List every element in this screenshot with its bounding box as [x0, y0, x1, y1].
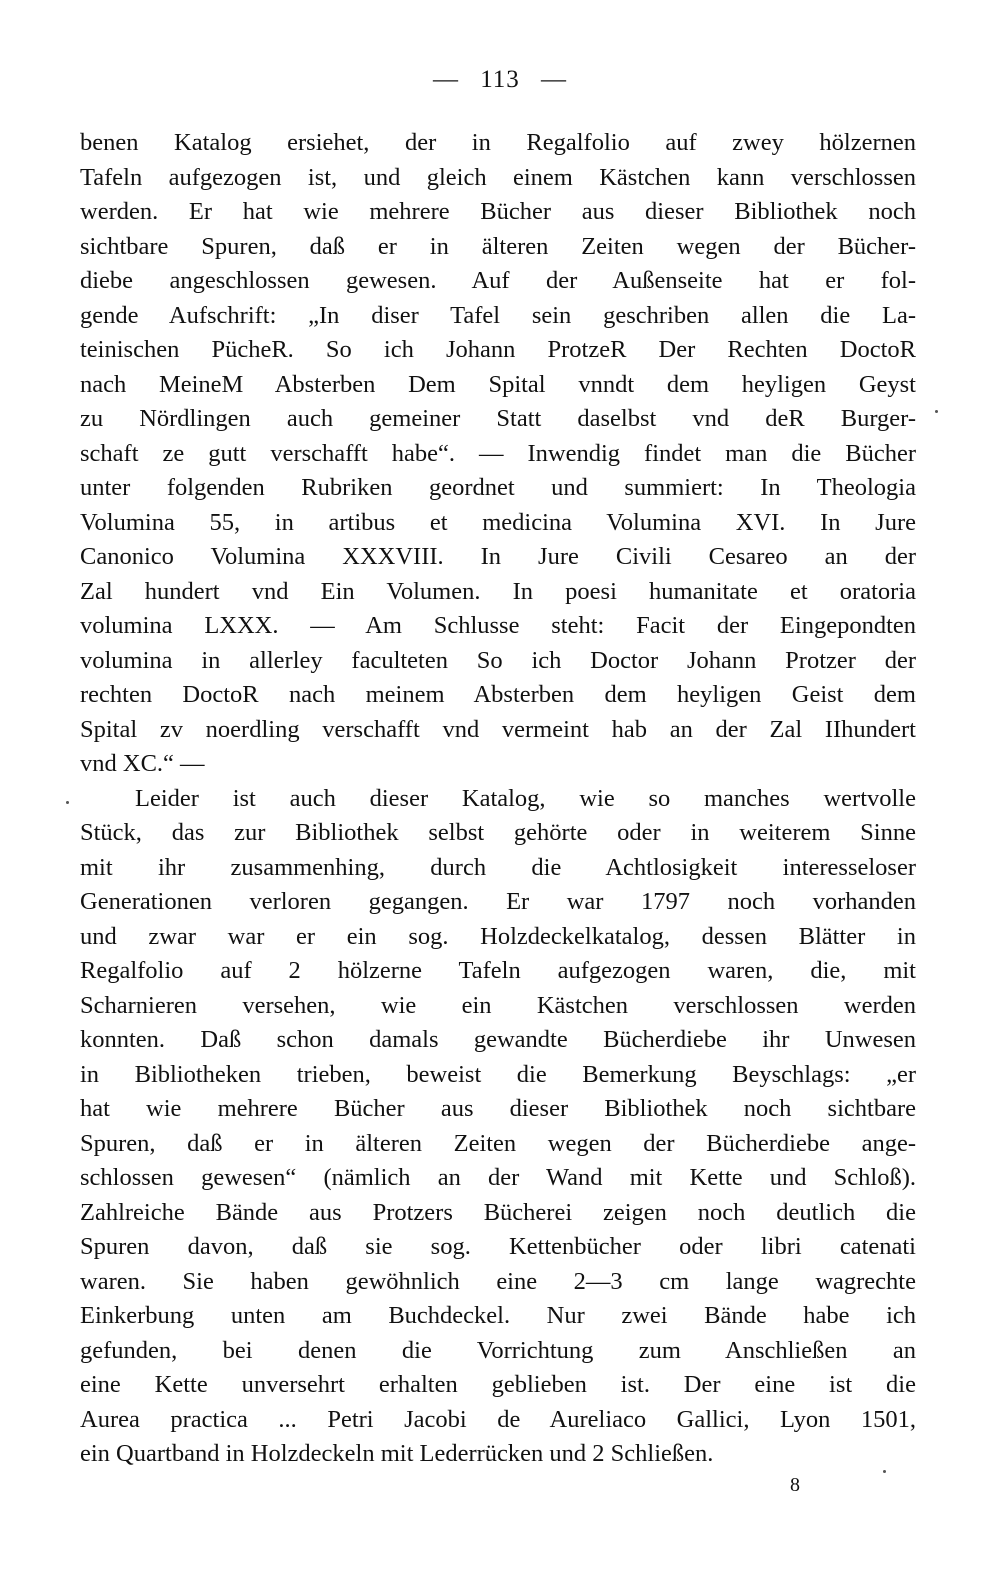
page-header — [0, 66, 1000, 94]
text-line: Tafeln aufgezogen ist, und gleich einem Kästchen kann verschlossen — [80, 163, 916, 191]
text-line: schlossen gewesen“ (nämlich an der Wand mit Kette und Schloß). — [80, 1164, 916, 1191]
header-dash-left: — — [432, 66, 459, 93]
text-line: Generationen verloren gegangen. Er war 1797 noch vorhanden — [80, 888, 916, 915]
text-line: Einkerbung unten am Buchdeckel. Nur zwei Bände habe ich — [80, 1302, 916, 1329]
body-text — [80, 126, 916, 1472]
text-line: Spuren, daß er in älteren Zeiten wegen der Bücherdiebe ange- — [80, 1129, 916, 1157]
text-line: Stück, das zur Bibliothek selbst gehörte oder in weiterem Sinne — [80, 819, 916, 846]
text-line: gefunden, bei denen die Vorrichtung zum Anschließen an — [80, 1336, 916, 1364]
text-line: vnd XC.“ — — [80, 750, 205, 777]
signature-mark: 8 — [790, 1474, 800, 1496]
text-line: gende Aufschrift: „In diser Tafel sein geschriben allen die La- — [80, 301, 916, 329]
text-line: eine Kette unversehrt erhalten geblieben ist. Der eine ist die — [80, 1371, 916, 1398]
text-line: schaft ze gutt verschafft habe“. — Inwendig findet man die Bücher — [80, 439, 916, 467]
text-line: Spital zv noerdling verschafft vnd vermeint hab an der Zal IIhundert — [80, 715, 916, 743]
text-line: unter folgenden Rubriken geordnet und summiert: In Theologia — [80, 474, 916, 501]
text-line: benen Katalog ersiehet, der in Regalfolio auf zwey hölzernen — [80, 129, 916, 156]
text-line: konnten. Daß schon damals gewandte Bücherdiebe ihr Unwesen — [80, 1026, 916, 1053]
text-line: nach MeineM Absterben Dem Spital vnndt dem heyligen Geyst — [80, 370, 916, 398]
text-line: Leider ist auch dieser Katalog, wie so manches wertvolle — [135, 784, 916, 812]
paragraph-2 — [80, 782, 916, 1472]
margin-dot — [66, 801, 69, 804]
text-line: volumina LXXX. — Am Schlusse steht: Facit der Eingepondten — [80, 612, 916, 639]
text-line: zu Nördlingen auch gemeiner Statt daselbst vnd deR Burger- — [80, 405, 916, 432]
margin-dot — [935, 410, 938, 413]
paragraph-1 — [80, 126, 916, 782]
margin-dot — [883, 1470, 886, 1473]
text-line: ein Quartband in Holzdeckeln mit Lederrücken und 2 Schließen. — [80, 1440, 714, 1467]
text-line: und zwar war er ein sog. Holzdeckelkatalog, dessen Blätter in — [80, 922, 916, 950]
text-line: volumina in allerley faculteten So ich Doctor Johann Protzer der — [80, 646, 916, 674]
text-line: Volumina 55, in artibus et medicina Volumina XVI. In Jure — [80, 508, 916, 536]
text-line: teinischen PücheR. So ich Johann ProtzeR Der Rechten DoctoR — [80, 336, 916, 363]
text-line: Scharnieren versehen, wie ein Kästchen verschlossen werden — [80, 991, 916, 1019]
text-line: waren. Sie haben gewöhnlich eine 2—3 cm lange wagrechte — [80, 1267, 916, 1295]
text-line: hat wie mehrere Bücher aus dieser Bibliothek noch sichtbare — [80, 1095, 916, 1122]
text-line: Regalfolio auf 2 hölzerne Tafeln aufgezogen waren, die, mit — [80, 957, 916, 984]
text-line: diebe angeschlossen gewesen. Auf der Außenseite hat er fol- — [80, 267, 916, 294]
text-line: Aurea practica ... Petri Jacobi de Aureliaco Gallici, Lyon 1501, — [80, 1405, 916, 1433]
text-line: Spuren davon, daß sie sog. Kettenbücher oder libri catenati — [80, 1233, 916, 1260]
text-line: mit ihr zusammenhing, durch die Achtlosigkeit interesseloser — [80, 853, 916, 881]
text-line: Zal hundert vnd Ein Volumen. In poesi humanitate et oratoria — [80, 577, 916, 605]
text-line: in Bibliotheken trieben, beweist die Bemerkung Beyschlags: „er — [80, 1060, 916, 1088]
text-line: Canonico Volumina XXXVIII. In Jure Civili Cesareo an der — [80, 543, 916, 570]
header-dash-right: — — [541, 66, 568, 93]
text-line: Zahlreiche Bände aus Protzers Bücherei zeigen noch deutlich die — [80, 1198, 916, 1226]
text-line: rechten DoctoR nach meinem Absterben dem heyligen Geist dem — [80, 681, 916, 708]
text-line: werden. Er hat wie mehrere Bücher aus dieser Bibliothek noch — [80, 198, 916, 225]
page-number: 113 — [480, 66, 520, 93]
text-line: sichtbare Spuren, daß er in älteren Zeiten wegen der Bücher- — [80, 232, 916, 260]
